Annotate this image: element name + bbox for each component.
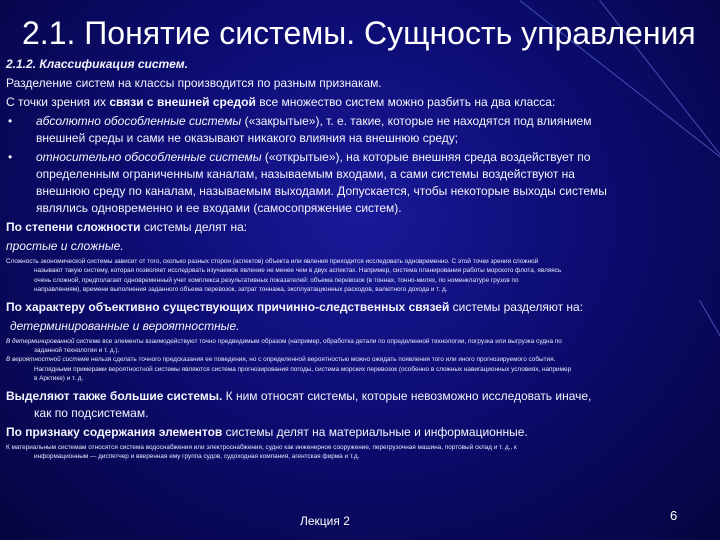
- bullet-symbol: •: [8, 114, 13, 128]
- paragraph-environment-bold: связи с внешней средой: [109, 95, 256, 109]
- paragraph-causality: [6, 299, 712, 316]
- paragraph-complexity-post: системы делят на:: [140, 220, 248, 234]
- page-number: 6: [670, 508, 678, 523]
- bullet-open-line2: определенным ограниченным каналам, называемым входами, а сами системы воздействуют на: [36, 167, 575, 181]
- slide-content: [6, 56, 712, 465]
- section-subtitle: [6, 56, 712, 73]
- paragraph-elements-bold: По признаку содержания элементов: [6, 424, 223, 439]
- slide-title: 2.1. Понятие системы. Сущность управления: [22, 15, 696, 51]
- paragraph-large-post: К ним относят системы, которые невозможно исследовать иначе,: [222, 388, 592, 403]
- note-det-line1-rest: системе все элементы взаимодействуют точно предвидимым образом (например, обработка детали по определенной технологии, погрузка или выгрузка судна по: [74, 337, 562, 345]
- paragraph-det-prob-text: детерминированные и вероятностные.: [10, 318, 240, 333]
- note-prob-line4: Наглядными примерами вероятностной системы являются система прогнозирования погоды, система морских перевозок (особенно в сложных навигационных условиях, например: [34, 365, 572, 373]
- paragraph-simple-complex: [6, 238, 712, 255]
- note-deterministic: [6, 337, 712, 384]
- paragraph-complexity-bold: По степени сложности: [6, 220, 141, 234]
- bullet-open-italic: относительно обособленные системы: [36, 150, 262, 164]
- paragraph-classification-intro: Разделение систем на классы производится по разным признакам.: [6, 76, 382, 90]
- note-prob-line3-italic: В вероятностной системе: [6, 356, 90, 364]
- paragraph-large-line2: как по подсистемам.: [34, 405, 149, 420]
- paragraph-environment: [6, 94, 712, 111]
- paragraph-elements: [6, 424, 712, 441]
- bullet-closed-line2: внешней среды и сами не оказывают никакого влияния на внешнюю среду;: [36, 131, 459, 145]
- note-prob-line3: [6, 355, 712, 364]
- bullet-closed-systems: [6, 113, 712, 147]
- note-complexity-line3: очень сложной, предполагает одновременный учет комплекса результативных показателей: объема перевозок (в тоннах, тонно-милях, по номенклатуре грузов по: [34, 276, 519, 284]
- bullet-symbol: •: [8, 150, 13, 164]
- bullet-open-rest: («открытые»), на которые внешняя среда воздействует по: [261, 150, 591, 164]
- footer-lecture: Лекция 2: [300, 514, 350, 528]
- bullet-open-line3: внешнюю среду по каналам, называемым выходами. Допускается, чтобы некоторые выходы системы: [36, 184, 607, 198]
- paragraph-environment-pre: С точки зрения их: [6, 95, 110, 109]
- bullet-closed-italic: абсолютно обособленные системы: [36, 114, 242, 128]
- paragraph-environment-post: все множество систем можно разбить на два класса:: [255, 95, 556, 109]
- paragraph-large-bold: Выделяют также большие системы.: [6, 388, 223, 403]
- note-det-line1: [6, 338, 562, 345]
- bullet-open-line4: являлись одновременно и ее входами (самосопряжение систем).: [36, 201, 402, 215]
- bullet-closed-rest: («закрытые»), т. е. такие, которые не находятся под влиянием: [241, 114, 592, 128]
- paragraph-causality-post: системы разделяют на:: [449, 299, 584, 314]
- note-det-line1-italic: В детерминированной: [6, 337, 75, 345]
- note-complexity-line1: Сложность экономической системы зависит от того, сколько разных сторон (аспектов) объекта или явления приходится исследовать одновременно. С этой точки зрения сложной: [6, 258, 539, 265]
- note-prob-line3-rest: нельзя сделать точного предсказания ее поведения, но с определенной вероятностью можно ожидать появления того или иного прогнозируемого события.: [89, 356, 556, 364]
- paragraph-causality-bold: По характеру объективно существующих причинно-следственных связей: [6, 299, 450, 314]
- note-material-line2: информационным — диспетчер и вверенная ему группа судов, судоходная компания, агентская фирма и т.д.: [34, 453, 360, 461]
- note-material: [6, 443, 712, 462]
- note-complexity-line4: направлениям), времени выполнения заданного объема перевозок, затрат тоннажа, эксплуатационных расходов, валютного дохода и т. д.: [34, 286, 448, 294]
- bullet-open-systems: [6, 149, 712, 217]
- paragraph-simple-complex-text: простые и сложные.: [6, 239, 124, 253]
- note-complexity: [6, 257, 712, 295]
- note-prob-line5: в Арктике) и т. д.: [34, 375, 84, 383]
- paragraph-complexity: [6, 219, 712, 236]
- paragraph-deterministic-probabilistic: [6, 318, 712, 335]
- note-material-line1: К материальным системам относятся система водоснабжения или электроснабжения, судно как инженерное сооружение, перегрузочная машина, портовый склад и т. д., к: [6, 443, 517, 451]
- note-complexity-line2: называют такую систему, которая позволяет исследовать изучаемое явление не менее чем в двух аспектах. Например, система планирования работы морского флота, являясь: [34, 267, 562, 275]
- paragraph-large-systems: [6, 388, 712, 422]
- note-det-line2: заданной технологии и т. д.).: [34, 347, 120, 355]
- section-subtitle-text: 2.1.2. Классификация систем.: [6, 57, 188, 71]
- paragraph-elements-post: системы делят на материальные и информационные.: [222, 424, 528, 439]
